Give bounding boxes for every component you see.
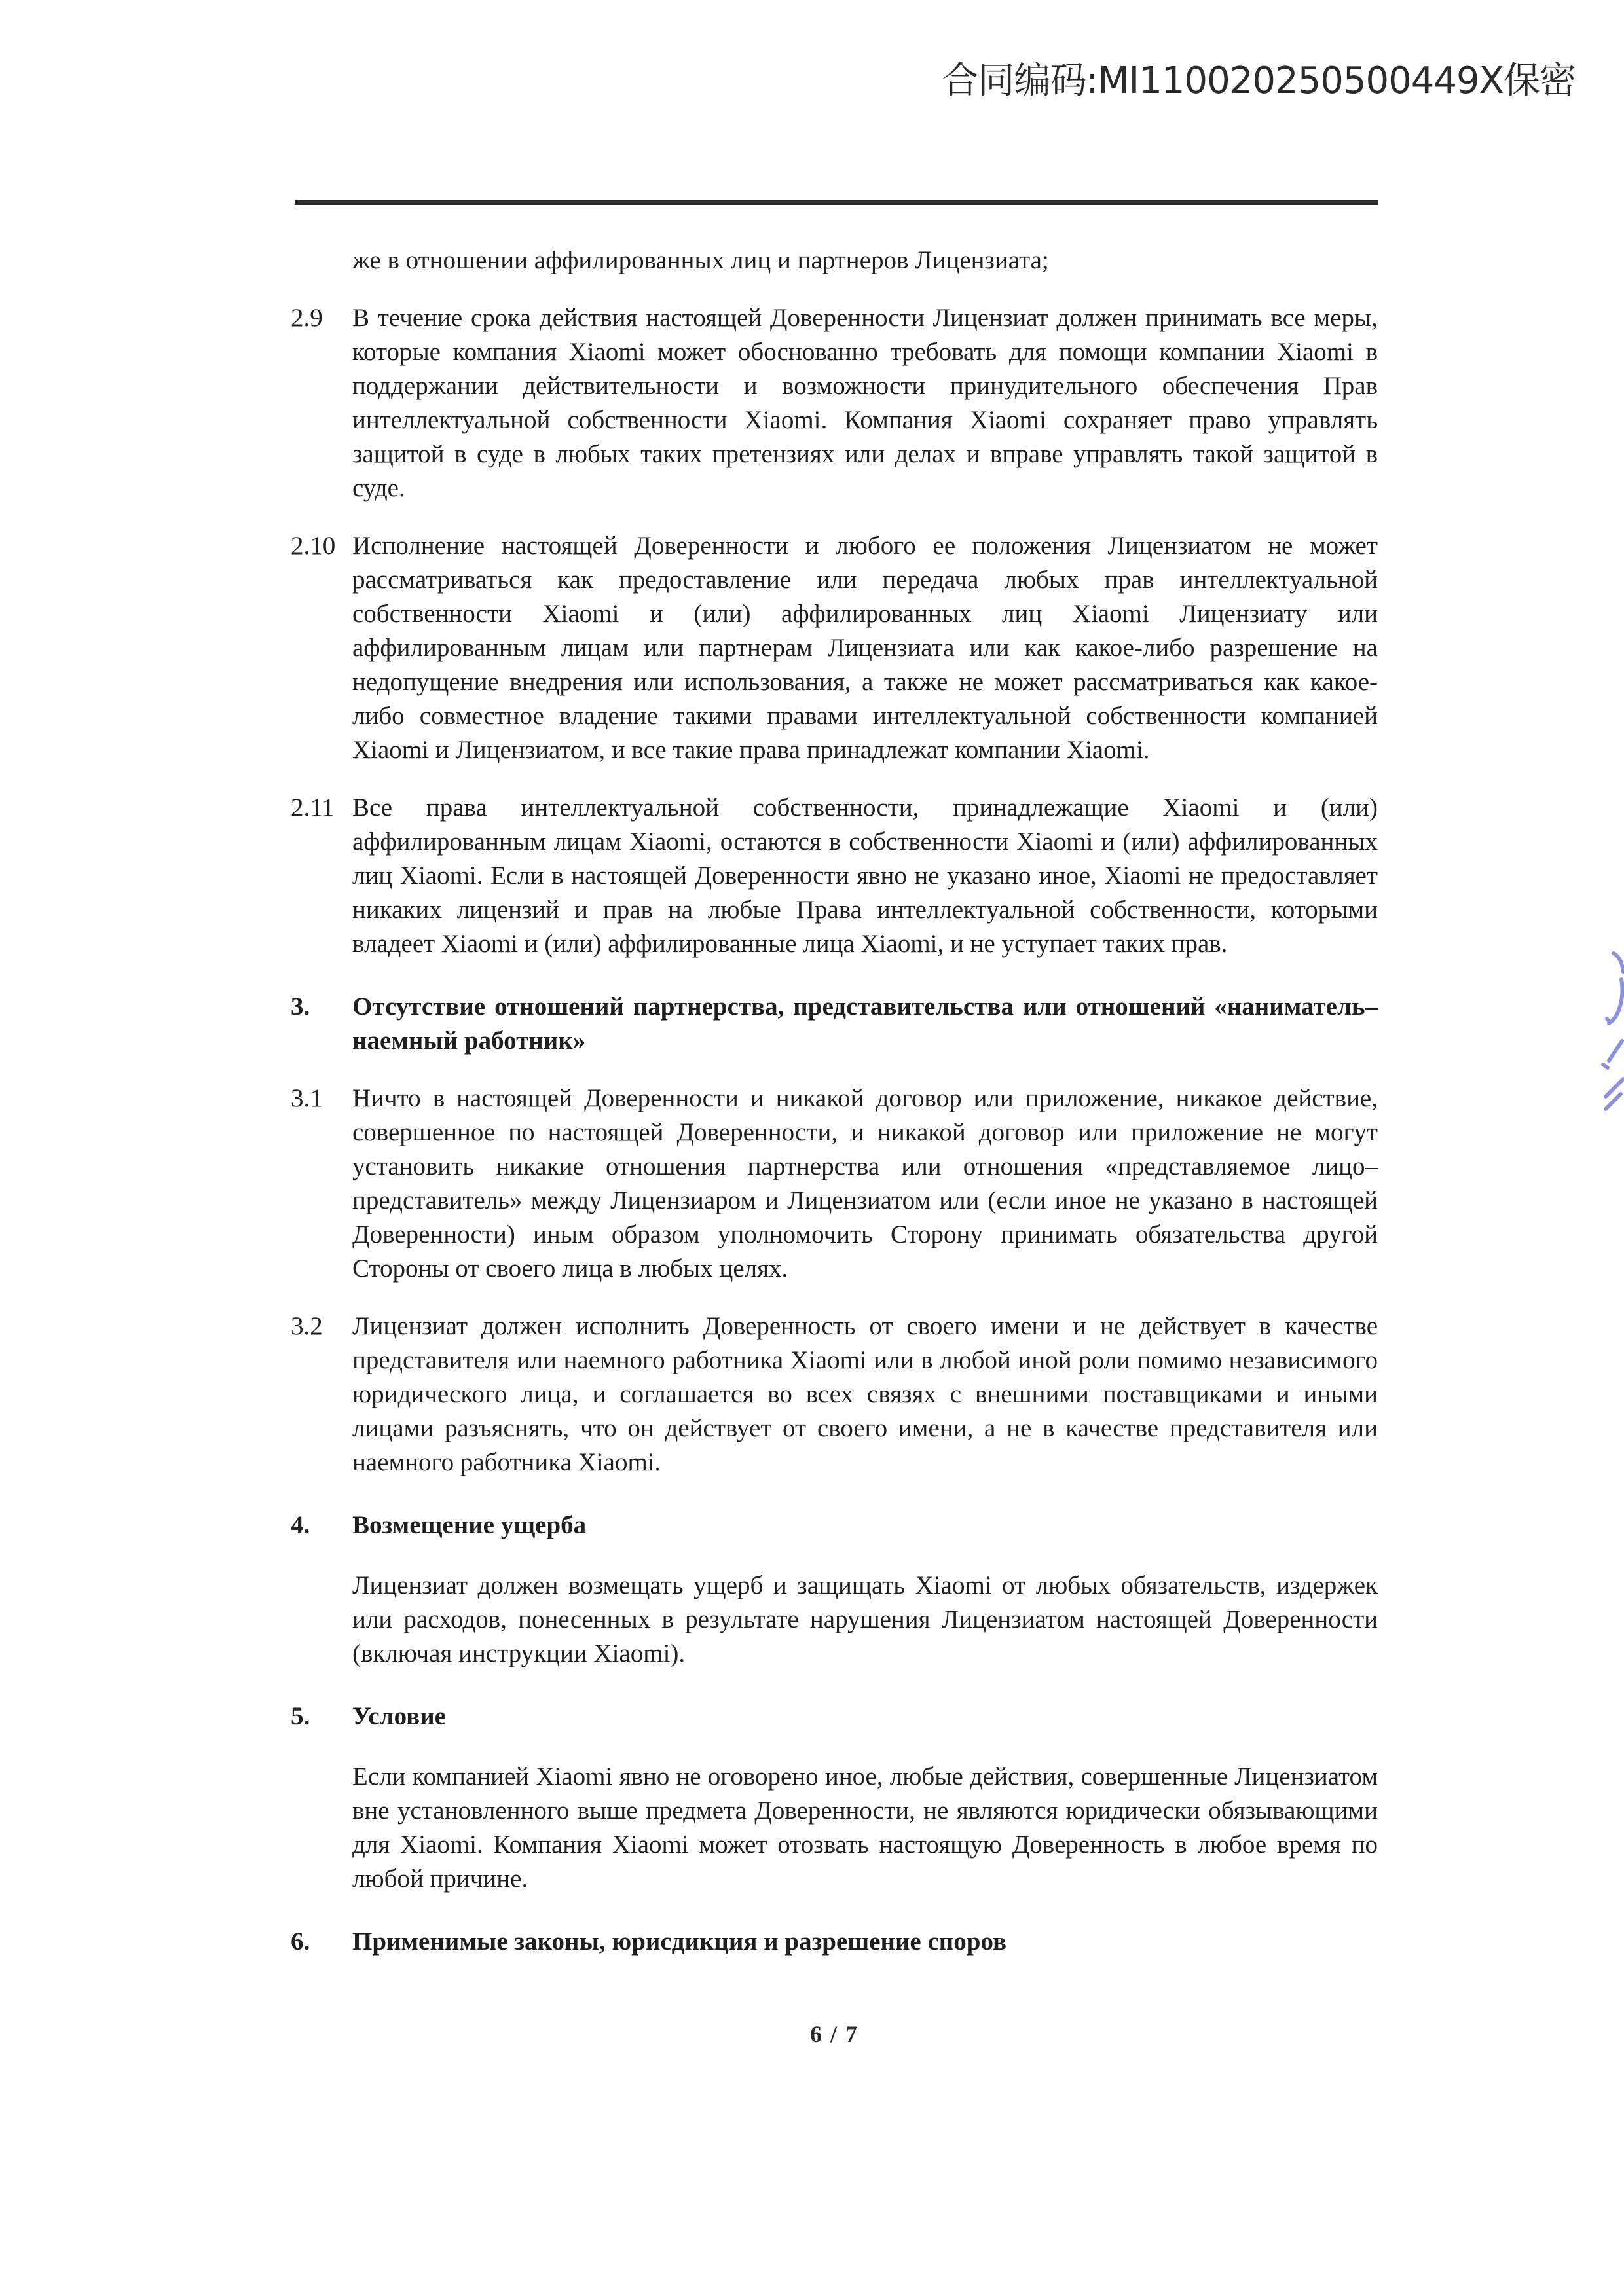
clause-number: 3.2 <box>291 1312 323 1340</box>
clause-number: 2.9 <box>291 304 323 332</box>
section-number: 6. <box>291 1927 310 1956</box>
clause-text: Лицензиат должен возмещать ущерб и защищать Xiaomi от любых обязательств, издержек или расходов, понесенных в результате нарушения Лицензиатом настоящей Доверенности (включая инструкции Xiaomi). <box>352 1571 1378 1667</box>
clause-2-9 <box>291 301 1378 505</box>
clause-number-empty <box>291 1760 352 1896</box>
clause-text: Если компанией Xiaomi явно не оговорено иное, любые действия, совершенные Лицензиатом вне установленного выше предмета Доверенности, не являются юридически обязывающими для Xiaomi. Компания Xiaomi может отозвать настоящую Доверенность в любое время по любой причине. <box>352 1762 1378 1893</box>
section-number: 3. <box>291 993 310 1021</box>
section-heading-4 <box>291 1508 1378 1542</box>
continuation-line: же в отношении аффилированных лиц и партнеров Лицензиата; <box>352 246 1049 274</box>
clause-number: 3.1 <box>291 1084 323 1112</box>
header-divider <box>295 200 1378 205</box>
clause-text: Ничто в настоящей Доверенности и никакой договор или приложение, никакое действие, совершенное по настоящей Доверенности, и никакой договор или приложение не могут установить никакие отношения партнерства или отношения «представляемое лицо–представитель» между Лицензиаром и Лицензиатом или (если иное не указано в настоящей Доверенности) иным образом уполномочить Сторону принимать обязательства другой Стороны от своего лица в любых целях. <box>352 1084 1378 1283</box>
section-heading-6 <box>291 1925 1378 1959</box>
clause-text: Все права интеллектуальной собственности, принадлежащие Xiaomi и (или) аффилированным лицам Xiaomi, остаются в собственности Xiaomi и (или) аффилированных лиц Xiaomi. Если в настоящей Доверенности явно не указано иное, Xiaomi не предоставляет никаких лицензий и прав на любые Права интеллектуальной собственности, которыми владеет Xiaomi и (или) аффилированные лица Xiaomi, и не уступает таких прав. <box>352 793 1378 958</box>
pen-mark-icon <box>1594 941 1624 1125</box>
paragraph-section-5 <box>291 1760 1378 1896</box>
clause-3-1 <box>291 1082 1378 1286</box>
clause-text: В течение срока действия настоящей Доверенности Лицензиат должен принимать все меры, которые компания Xiaomi может обоснованно требовать для помощи компании Xiaomi в поддержании действительности и возможности принудительного обеспечения Прав интеллектуальной собственности Xiaomi. Компания Xiaomi сохраняет право управлять защитой в суде в любых таких претензиях или делах и вправе управлять такой защитой в суде. <box>352 304 1378 502</box>
clause-number: 2.10 <box>291 532 336 560</box>
section-heading-3 <box>291 990 1378 1058</box>
section-title: Применимые законы, юрисдикция и разрешение споров <box>352 1927 1007 1956</box>
clause-text: Исполнение настоящей Доверенности и любого ее положения Лицензиатом не может рассматриваться как предоставление или передача любых прав интеллектуальной собственности Xiaomi и (или) аффилированных лиц Xiaomi Лицензиату или аффилированным лицам или партнерам Лицензиата или как какое-либо разрешение на недопущение внедрения или использования, а также не может рассматриваться как какое-либо совместное владение такими правами интеллектуальной собственности компанией Xiaomi и Лицензиатом, и все такие права принадлежат компании Xiaomi. <box>352 532 1378 764</box>
clause-3-2 <box>291 1309 1378 1480</box>
clause-number-empty <box>291 1569 352 1671</box>
contract-code-header: 合同编码:MI110020250500449X保密 <box>942 60 1576 102</box>
section-title: Возмещение ущерба <box>352 1511 587 1539</box>
clause-2-11 <box>291 791 1378 961</box>
paragraph-section-4 <box>291 1569 1378 1671</box>
clause-number: 2.11 <box>291 793 335 822</box>
document-body <box>291 244 1378 1959</box>
section-number: 4. <box>291 1511 310 1539</box>
page-number: 6 / 7 <box>809 2021 858 2047</box>
clause-2-10 <box>291 529 1378 767</box>
section-number: 5. <box>291 1702 310 1730</box>
clause-text: Лицензиат должен исполнить Доверенность от своего имени и не действует в качестве представителя или наемного работника Xiaomi или в любой иной роли помимо независимого юридического лица, и соглашается во всех связях с внешними поставщиками и иными лицами разъяснять, что он действует от своего имени, а не в качестве представителя или наемного работника Xiaomi. <box>352 1312 1378 1476</box>
section-heading-5 <box>291 1700 1378 1734</box>
section-title: Условие <box>352 1702 446 1730</box>
section-title: Отсутствие отношений партнерства, представительства или отношений «наниматель–наемный работник» <box>352 993 1378 1055</box>
